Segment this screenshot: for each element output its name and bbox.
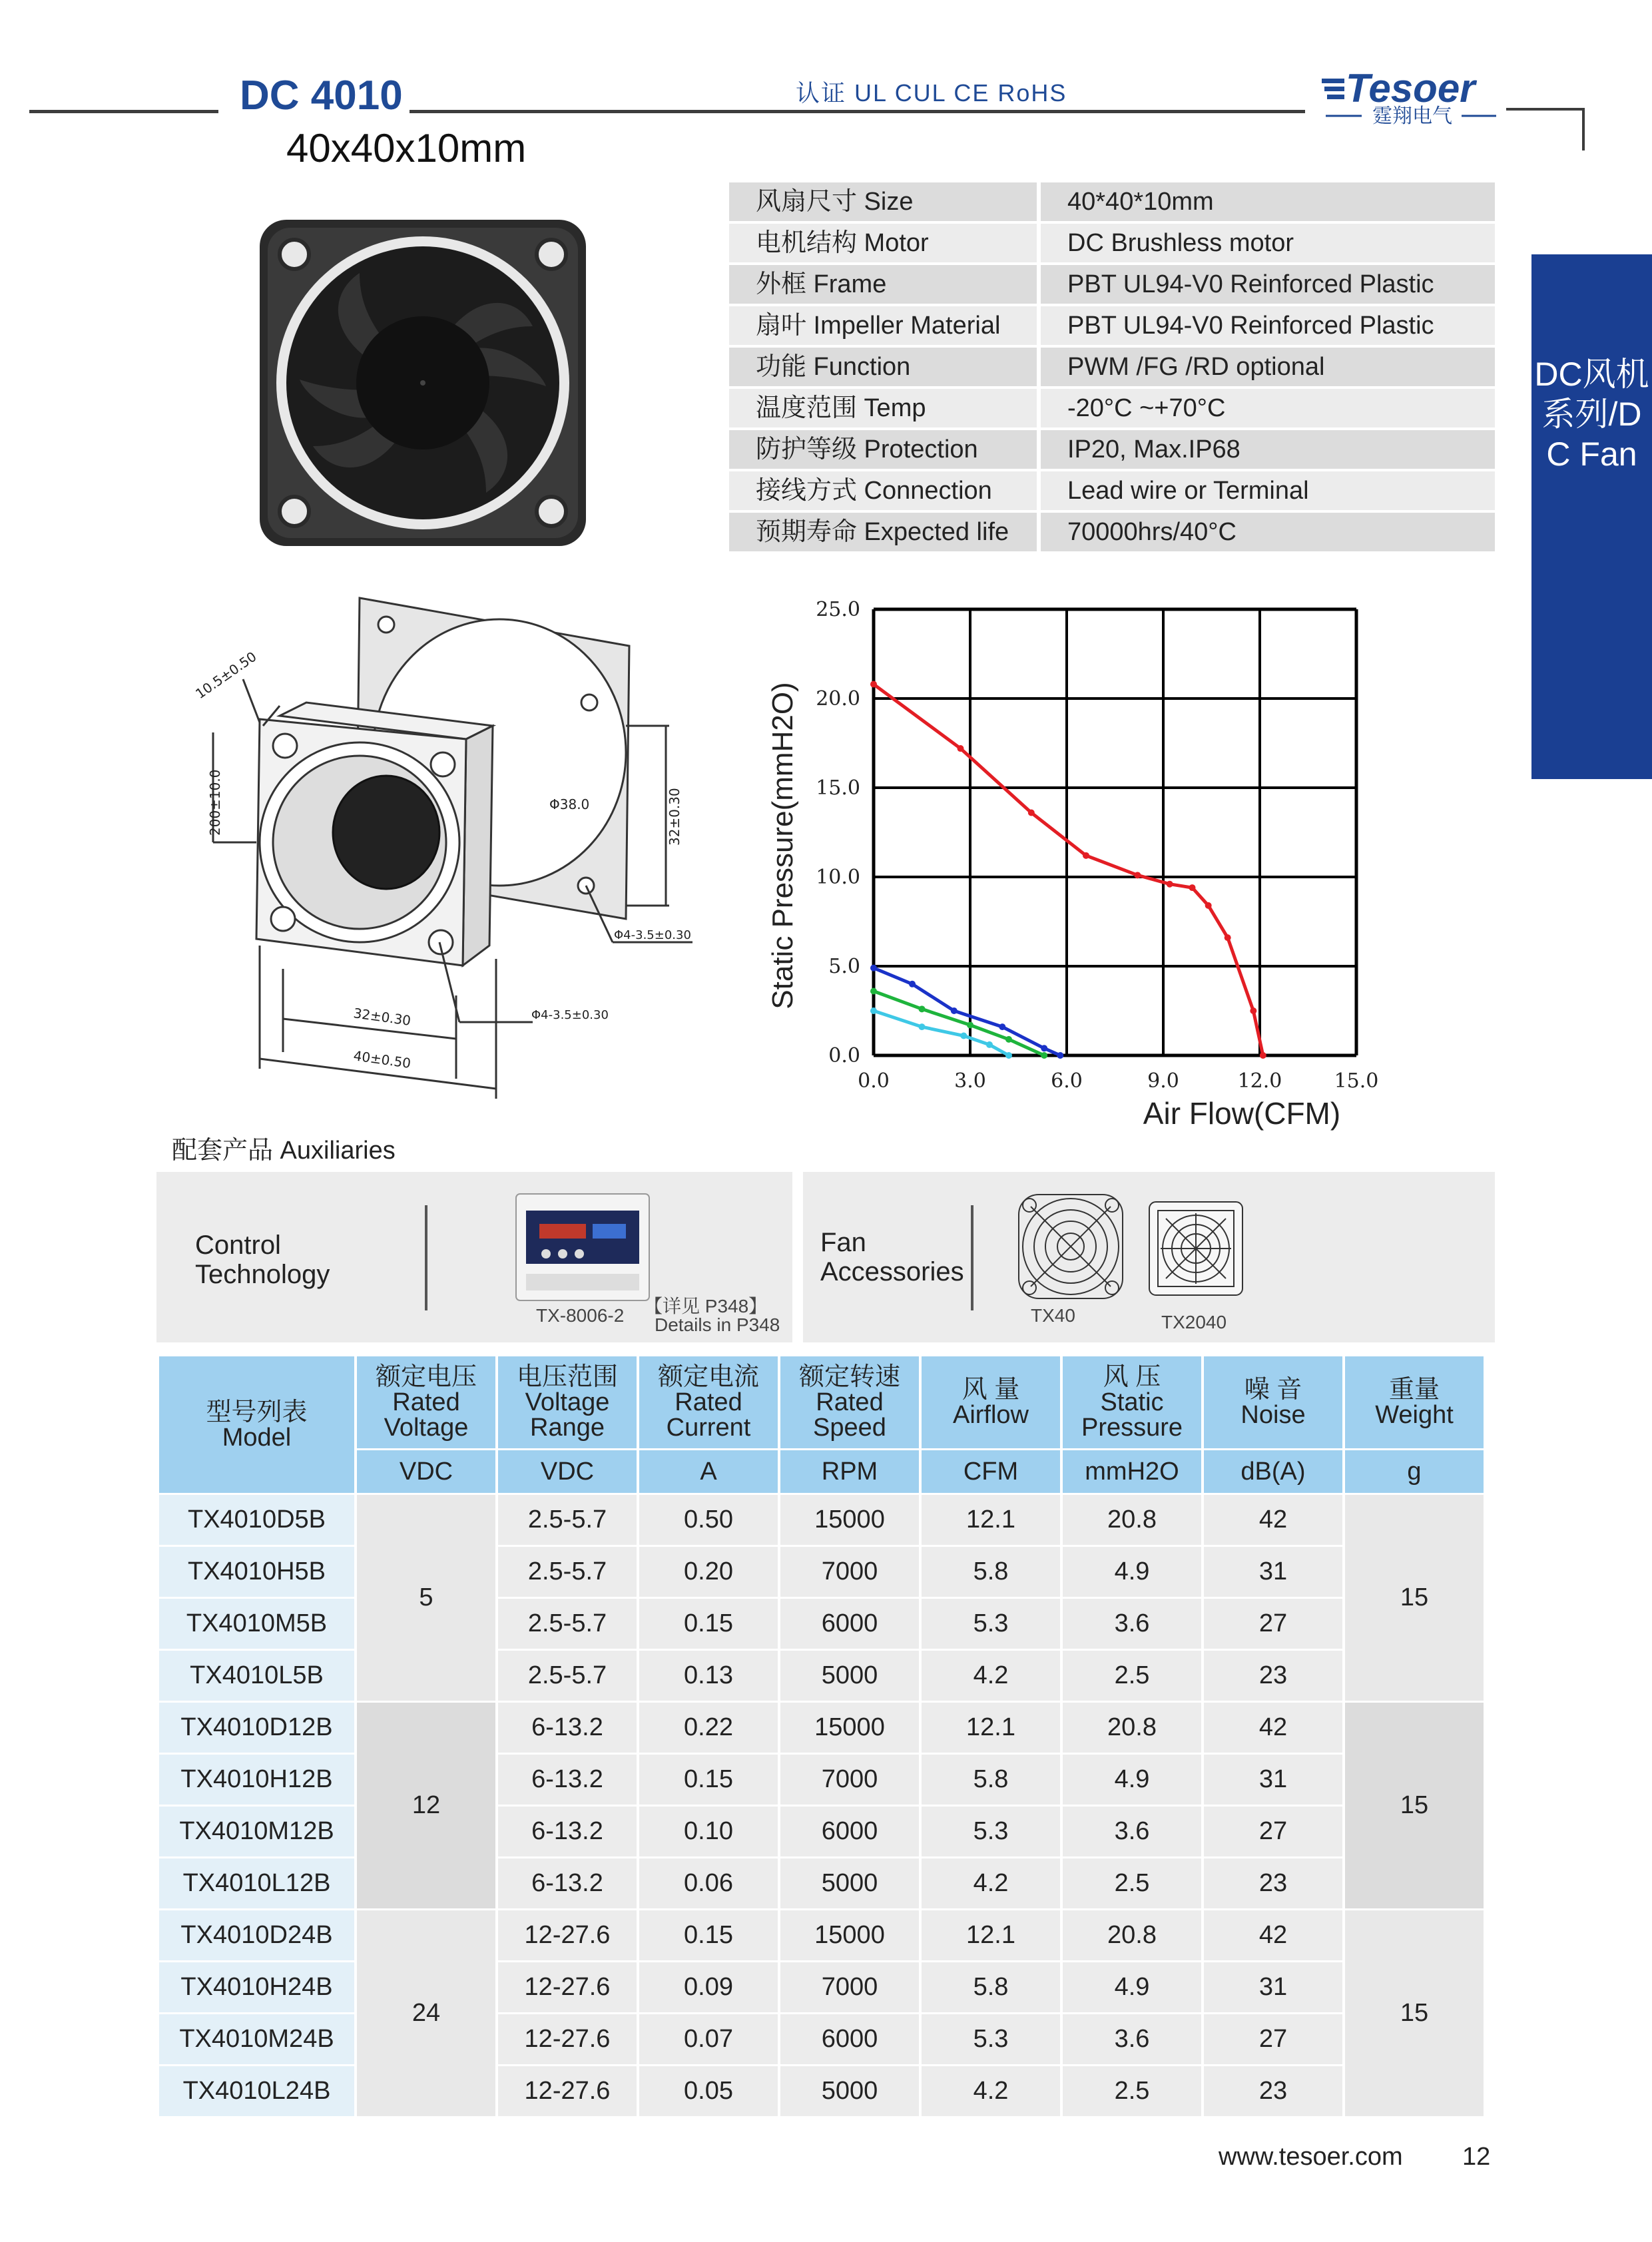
header-airflow: 风 量 Airflow — [922, 1356, 1060, 1448]
speed-cell: 5000 — [780, 2066, 919, 2116]
series-point — [1028, 810, 1035, 816]
header-static-pressure: 风 压 Static Pressure — [1063, 1356, 1201, 1448]
series-point — [999, 1023, 1005, 1030]
current-cell: 0.22 — [639, 1703, 778, 1753]
dim-label: 200±10.0 — [207, 769, 223, 836]
dimension-drawing — [186, 586, 746, 1105]
series-point — [870, 965, 877, 972]
y-tick-label: 0.0 — [828, 1044, 860, 1067]
noise-cell: 23 — [1204, 2066, 1342, 2116]
dim-label: 10.5±0.50 — [192, 648, 260, 702]
series-line-1 — [874, 968, 1060, 1055]
pressure-cell: 4.9 — [1063, 1547, 1201, 1597]
control-label: Control Technology — [195, 1231, 330, 1289]
spec-value: PBT UL94-V0 Reinforced Plastic — [1041, 306, 1495, 345]
noise-cell: 27 — [1204, 1599, 1342, 1649]
model-table — [156, 1354, 1486, 2118]
spec-row — [729, 471, 1495, 510]
spec-row — [729, 348, 1495, 386]
voltage-range-cell: 6-13.2 — [498, 1858, 637, 1908]
logo-subtitle: 霆翔电气 — [1372, 105, 1452, 128]
series-point — [960, 1033, 967, 1039]
model-cell: TX4010L24B — [159, 2066, 354, 2116]
performance-chart — [759, 586, 1512, 1145]
model-cell: TX4010D12B — [159, 1703, 354, 1753]
airflow-cell: 12.1 — [922, 1495, 1060, 1545]
table-row — [159, 1495, 1484, 1545]
y-tick-label: 5.0 — [828, 955, 860, 978]
spec-label: 温度范围 Temp — [729, 389, 1037, 427]
tesoer-logo — [1322, 65, 1508, 132]
series-point — [1189, 884, 1196, 891]
series-point — [967, 1021, 973, 1028]
unit-cell: mmH2O — [1063, 1450, 1201, 1493]
spec-value: DC Brushless motor — [1041, 224, 1495, 262]
airflow-cell: 4.2 — [922, 1858, 1060, 1908]
unit-cell: A — [639, 1450, 778, 1493]
airflow-cell: 4.2 — [922, 1651, 1060, 1701]
noise-cell: 31 — [1204, 1547, 1342, 1597]
speed-cell: 7000 — [780, 1547, 919, 1597]
voltage-range-cell: 6-13.2 — [498, 1755, 637, 1805]
table-row — [159, 1910, 1484, 1960]
voltage-range-cell: 12-27.6 — [498, 2014, 637, 2064]
dim-label: Φ38.0 — [549, 796, 590, 812]
voltage-range-cell: 12-27.6 — [498, 1962, 637, 2012]
speed-cell: 7000 — [780, 1962, 919, 2012]
unit-cell: dB(A) — [1204, 1450, 1342, 1493]
spec-label: 防护等级 Protection — [729, 430, 1037, 469]
x-tick-label: 3.0 — [954, 1069, 986, 1093]
spec-value: 40*40*10mm — [1041, 182, 1495, 221]
x-tick-label: 0.0 — [858, 1069, 890, 1093]
unit-cell: g — [1345, 1450, 1484, 1493]
model-title: DC 4010 — [240, 73, 403, 119]
noise-cell: 31 — [1204, 1755, 1342, 1805]
spec-row — [729, 430, 1495, 469]
series-line-2 — [874, 991, 1044, 1056]
controller-model: TX-8006-2 — [536, 1305, 625, 1326]
dim-label: 32±0.30 — [667, 788, 683, 846]
airflow-cell: 4.2 — [922, 2066, 1060, 2116]
current-cell: 0.09 — [639, 1962, 778, 2012]
current-cell: 0.10 — [639, 1807, 778, 1856]
fan-photo — [253, 213, 593, 553]
voltage-range-cell: 2.5-5.7 — [498, 1495, 637, 1545]
dim-label: 40±0.50 — [352, 1047, 412, 1072]
spec-table — [729, 182, 1495, 554]
current-cell: 0.20 — [639, 1547, 778, 1597]
unit-cell: RPM — [780, 1450, 919, 1493]
current-cell: 0.13 — [639, 1651, 778, 1701]
aux-divider — [425, 1205, 427, 1310]
page-number: 12 — [1462, 2143, 1491, 2171]
table-row — [159, 1703, 1484, 1753]
airflow-cell: 5.8 — [922, 1755, 1060, 1805]
model-cell: TX4010M12B — [159, 1807, 354, 1856]
details-link-en[interactable]: Details in P348 — [655, 1314, 780, 1335]
logo-wordmark: Tesoer — [1346, 66, 1476, 111]
filter-tx2040-icon — [1146, 1199, 1246, 1298]
series-point — [1225, 934, 1231, 941]
model-cell: TX4010H12B — [159, 1755, 354, 1805]
pressure-cell: 20.8 — [1063, 1495, 1201, 1545]
spec-label: 外框 Frame — [729, 265, 1037, 304]
chart-x-label: Air Flow(CFM) — [1143, 1096, 1341, 1131]
spec-row — [729, 224, 1495, 262]
controller-image — [513, 1191, 653, 1304]
pressure-cell: 4.9 — [1063, 1755, 1201, 1805]
footer-website[interactable]: www.tesoer.com — [1219, 2143, 1403, 2171]
voltage-range-cell: 6-13.2 — [498, 1703, 637, 1753]
series-line-0 — [874, 685, 1263, 1055]
weight-cell: 15 — [1345, 1495, 1484, 1701]
series-point — [1167, 881, 1173, 888]
header-rule-right — [1506, 108, 1585, 111]
series-point — [1205, 902, 1212, 909]
header-model: 型号列表 Model — [159, 1356, 354, 1493]
pressure-cell: 2.5 — [1063, 2066, 1201, 2116]
size-title: 40x40x10mm — [286, 126, 527, 170]
model-cell: TX4010H24B — [159, 1962, 354, 2012]
fan-guard-tx40-icon — [1011, 1187, 1131, 1306]
speed-cell: 5000 — [780, 1651, 919, 1701]
voltage-range-cell: 12-27.6 — [498, 2066, 637, 2116]
spec-value: 70000hrs/40°C — [1041, 513, 1495, 551]
y-tick-label: 15.0 — [816, 776, 860, 800]
model-cell: TX4010L12B — [159, 1858, 354, 1908]
spec-label: 接线方式 Connection — [729, 471, 1037, 510]
table-unit-row — [159, 1450, 1484, 1493]
series-point — [1041, 1052, 1047, 1059]
header-rule-corner — [1582, 108, 1585, 150]
current-cell: 0.06 — [639, 1858, 778, 1908]
current-cell: 0.50 — [639, 1495, 778, 1545]
spec-label: 风扇尺寸 Size — [729, 182, 1037, 221]
series-point — [919, 1005, 926, 1012]
spec-row — [729, 265, 1495, 304]
rated-voltage-cell: 12 — [357, 1703, 495, 1908]
spec-label: 电机结构 Motor — [729, 224, 1037, 262]
noise-cell: 27 — [1204, 1807, 1342, 1856]
auxiliaries-title: 配套产品 Auxiliaries — [172, 1137, 396, 1165]
voltage-range-cell: 2.5-5.7 — [498, 1599, 637, 1649]
speed-cell: 15000 — [780, 1910, 919, 1960]
x-tick-label: 15.0 — [1334, 1069, 1379, 1093]
speed-cell: 6000 — [780, 1599, 919, 1649]
pressure-cell: 2.5 — [1063, 1651, 1201, 1701]
airflow-cell: 12.1 — [922, 1703, 1060, 1753]
airflow-cell: 5.3 — [922, 2014, 1060, 2064]
unit-cell: VDC — [357, 1450, 495, 1493]
pressure-cell: 2.5 — [1063, 1858, 1201, 1908]
airflow-cell: 12.1 — [922, 1910, 1060, 1960]
header-noise: 噪 音 Noise — [1204, 1356, 1342, 1448]
pressure-cell: 4.9 — [1063, 1962, 1201, 2012]
current-cell: 0.07 — [639, 2014, 778, 2064]
header-rule-left — [29, 110, 218, 113]
series-point — [909, 981, 916, 987]
table-header-row — [159, 1356, 1484, 1448]
model-cell: TX4010D5B — [159, 1495, 354, 1545]
model-cell: TX4010M24B — [159, 2014, 354, 2064]
pressure-cell: 3.6 — [1063, 2014, 1201, 2064]
x-tick-label: 6.0 — [1051, 1069, 1083, 1093]
chart-series — [870, 681, 1266, 1059]
header-voltage-range: 电压范围 Voltage Range — [498, 1356, 637, 1448]
noise-cell: 23 — [1204, 1858, 1342, 1908]
noise-cell: 42 — [1204, 1910, 1342, 1960]
series-point — [870, 1007, 877, 1014]
noise-cell: 23 — [1204, 1651, 1342, 1701]
spec-value: -20°C ~+70°C — [1041, 389, 1495, 427]
spec-value: PBT UL94-V0 Reinforced Plastic — [1041, 265, 1495, 304]
series-point — [1083, 852, 1089, 859]
dim-label: Φ4-3.5±0.30 — [614, 928, 691, 942]
voltage-range-cell: 2.5-5.7 — [498, 1651, 637, 1701]
control-technology-panel — [156, 1172, 792, 1342]
rated-voltage-cell: 5 — [357, 1495, 495, 1701]
y-tick-label: 25.0 — [816, 598, 860, 621]
fan-accessories-panel — [803, 1172, 1495, 1342]
unit-cell: VDC — [498, 1450, 637, 1493]
noise-cell: 31 — [1204, 1962, 1342, 2012]
series-point — [1260, 1052, 1266, 1059]
series-point — [919, 1023, 926, 1030]
pressure-cell: 20.8 — [1063, 1910, 1201, 1960]
unit-cell: CFM — [922, 1450, 1060, 1493]
header-rated-current: 额定电流 Rated Current — [639, 1356, 778, 1448]
side-category-tab — [1531, 254, 1652, 779]
header-rated-speed: 额定转速 Rated Speed — [780, 1356, 919, 1448]
spec-value: Lead wire or Terminal — [1041, 471, 1495, 510]
spec-label: 预期寿命 Expected life — [729, 513, 1037, 551]
series-point — [1250, 1007, 1256, 1014]
voltage-range-cell: 12-27.6 — [498, 1910, 637, 1960]
model-cell: TX4010M5B — [159, 1599, 354, 1649]
dim-label: Φ4-3.5±0.30 — [531, 1008, 609, 1022]
current-cell: 0.05 — [639, 2066, 778, 2116]
details-link-cn[interactable]: 【详见 P348】 — [644, 1296, 768, 1316]
aux-divider — [971, 1205, 973, 1310]
rated-voltage-cell: 24 — [357, 1910, 495, 2116]
noise-cell: 27 — [1204, 2014, 1342, 2064]
spec-row — [729, 306, 1495, 345]
spec-label: 功能 Function — [729, 348, 1037, 386]
spec-row — [729, 389, 1495, 427]
model-cell: TX4010L5B — [159, 1651, 354, 1701]
spec-value: IP20, Max.IP68 — [1041, 430, 1495, 469]
series-point — [870, 988, 877, 995]
voltage-range-cell: 6-13.2 — [498, 1807, 637, 1856]
certifications: 认证 UL CUL CE RoHS — [796, 79, 1067, 107]
noise-cell: 42 — [1204, 1495, 1342, 1545]
chart-y-label: Static Pressure(mmH2O) — [766, 682, 799, 1009]
airflow-cell: 5.3 — [922, 1599, 1060, 1649]
fan-accessories-label: Fan Accessories — [820, 1228, 964, 1286]
chart-grid — [874, 609, 1356, 1055]
series-point — [951, 1007, 958, 1014]
y-tick-label: 20.0 — [816, 687, 860, 710]
series-point — [1005, 1036, 1012, 1043]
side-tab-label: DC风机系列/DC Fan — [1534, 356, 1649, 473]
logo-swoosh-icon — [1322, 79, 1344, 99]
series-point — [870, 681, 877, 688]
dim-label: 32±0.30 — [352, 1005, 412, 1029]
noise-cell: 42 — [1204, 1703, 1342, 1753]
voltage-range-cell: 2.5-5.7 — [498, 1547, 637, 1597]
spec-row — [729, 513, 1495, 551]
series-point — [1041, 1045, 1047, 1051]
header-rule-mid — [410, 110, 1305, 113]
accessory-tx40-label: TX40 — [1031, 1305, 1075, 1326]
weight-cell: 15 — [1345, 1703, 1484, 1908]
header-rated-voltage: 额定电压 Rated Voltage — [357, 1356, 495, 1448]
model-cell: TX4010H5B — [159, 1547, 354, 1597]
x-tick-label: 12.0 — [1237, 1069, 1282, 1093]
header-weight: 重量 Weight — [1345, 1356, 1484, 1448]
spec-row — [729, 182, 1495, 221]
table-body — [159, 1495, 1484, 2116]
speed-cell: 6000 — [780, 2014, 919, 2064]
series-point — [958, 745, 964, 752]
pressure-cell: 3.6 — [1063, 1599, 1201, 1649]
speed-cell: 7000 — [780, 1755, 919, 1805]
series-point — [986, 1041, 993, 1048]
airflow-cell: 5.8 — [922, 1962, 1060, 2012]
series-point — [1134, 872, 1141, 878]
current-cell: 0.15 — [639, 1755, 778, 1805]
pressure-cell: 20.8 — [1063, 1703, 1201, 1753]
spec-value: PWM /FG /RD optional — [1041, 348, 1495, 386]
x-tick-label: 9.0 — [1147, 1069, 1179, 1093]
speed-cell: 15000 — [780, 1703, 919, 1753]
accessory-tx2040-label: TX2040 — [1161, 1312, 1227, 1332]
airflow-cell: 5.3 — [922, 1807, 1060, 1856]
current-cell: 0.15 — [639, 1599, 778, 1649]
series-point — [1005, 1052, 1012, 1059]
model-cell: TX4010D24B — [159, 1910, 354, 1960]
y-tick-label: 10.0 — [816, 866, 860, 889]
pressure-cell: 3.6 — [1063, 1807, 1201, 1856]
weight-cell: 15 — [1345, 1910, 1484, 2116]
spec-label: 扇叶 Impeller Material — [729, 306, 1037, 345]
speed-cell: 5000 — [780, 1858, 919, 1908]
speed-cell: 15000 — [780, 1495, 919, 1545]
speed-cell: 6000 — [780, 1807, 919, 1856]
series-point — [1057, 1052, 1063, 1059]
current-cell: 0.15 — [639, 1910, 778, 1960]
airflow-cell: 5.8 — [922, 1547, 1060, 1597]
